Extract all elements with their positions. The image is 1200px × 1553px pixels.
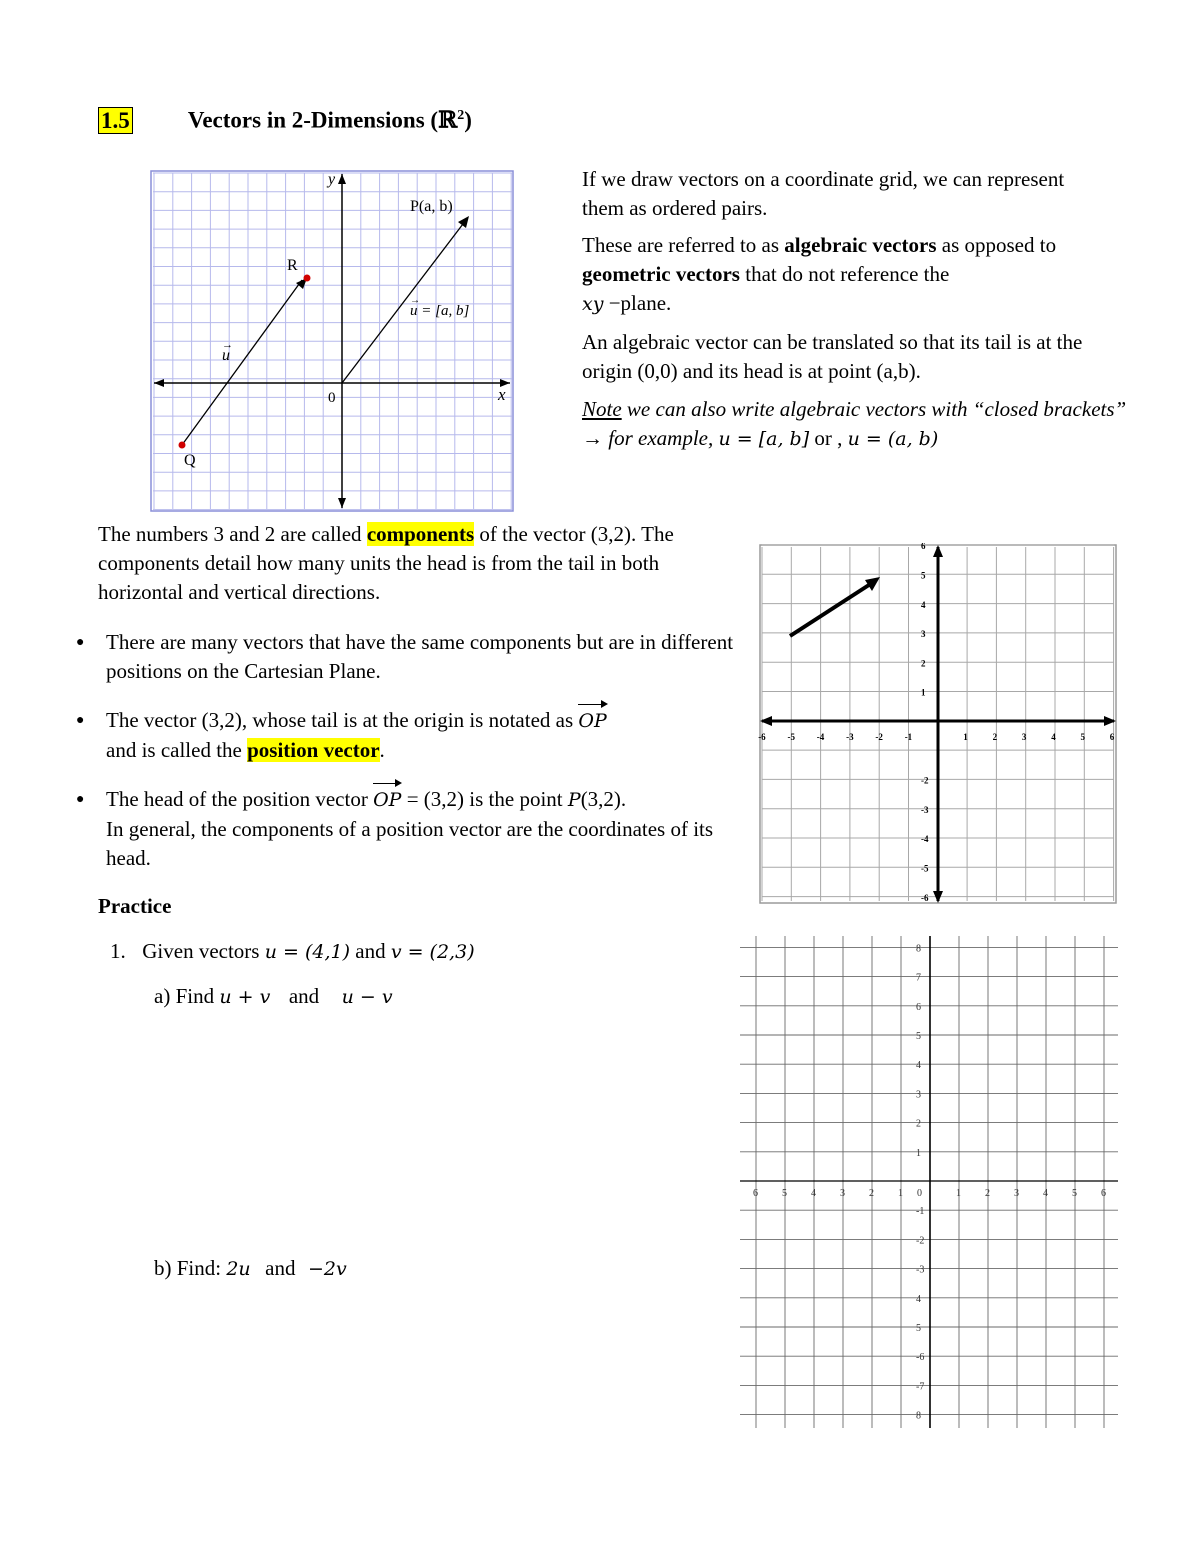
y-tick-label: 6 — [916, 1001, 921, 1013]
components-text-b: of the vector (3,2). The components detail how many units the head is from the tail in both horizontal and vertical directions. — [98, 522, 674, 604]
note-label: Note — [582, 397, 622, 421]
x-tick-label: -2 — [875, 732, 883, 742]
vector-v-definition: v = (2,3) — [390, 941, 475, 963]
bullet-2-text-b: and is called the — [106, 738, 248, 762]
question-1-text: Given vectors — [142, 939, 265, 963]
bullet-2-text-a: The vector (3,2), whose tail is at the origin is notated as — [106, 708, 579, 732]
y-tick-label: 5 — [921, 570, 926, 581]
y-tick-label: 3 — [921, 629, 926, 640]
x-axis-label: x — [498, 385, 506, 404]
vector-op-notation: OP — [578, 707, 606, 736]
note-equation-parentheses: u = (a, b) — [847, 428, 939, 450]
y-axis-label: y — [328, 171, 336, 188]
x-tick-label: 6 — [1109, 732, 1115, 742]
point-q-label: Q — [184, 452, 196, 469]
x-tick-label: -4 — [816, 732, 825, 742]
note-or: or , — [809, 426, 848, 450]
y-tick-label: -1 — [916, 1206, 925, 1218]
bullet-3-text-b: = (3,2) is the point — [401, 787, 568, 811]
intro-p2-text-a: These are referred to as — [582, 233, 785, 257]
xy-plane-math: xy — [582, 293, 604, 315]
components-paragraph — [98, 520, 748, 607]
note-text: we can also write algebraic vectors with “closed brackets” → for example, — [582, 397, 1127, 450]
point-p-math: P — [567, 789, 581, 811]
intro-block — [582, 165, 1127, 454]
vector-u-arrow: → — [222, 339, 233, 351]
y-tick-label: 8 — [916, 943, 921, 955]
vector-op-notation-2: OP — [373, 786, 401, 815]
term-components: components — [366, 522, 475, 546]
point-p-label: P(a, b) — [410, 198, 453, 215]
point-r-label: R — [287, 257, 298, 274]
section-header — [98, 100, 472, 137]
real-numbers-symbol: ℝ — [438, 106, 458, 134]
y-tick-label: 3 — [916, 1089, 921, 1101]
y-tick-label: 4 — [916, 1060, 921, 1072]
y-tick-label: 7 — [916, 972, 921, 984]
y-tick-label: -7 — [916, 1381, 925, 1393]
intro-p2-text-g: −plane. — [603, 291, 672, 315]
x-tick-label: -1 — [904, 732, 913, 742]
x-tick-label: -6 — [758, 732, 766, 742]
vector-u-label: u — [222, 347, 230, 364]
y-tick-label: -3 — [916, 1264, 925, 1276]
question-1-and: and — [350, 939, 391, 963]
question-1a — [154, 982, 654, 1012]
question-1 — [110, 937, 710, 967]
x-tick-label: 6 — [1101, 1188, 1106, 1199]
vector-u-equation: u = [a, b] — [410, 303, 470, 319]
y-tick-label: 5 — [916, 1031, 921, 1042]
y-tick-label: -2 — [916, 1235, 925, 1247]
bullet-head-point — [106, 785, 750, 873]
question-1b — [154, 1254, 654, 1284]
y-tick-label: 8 — [916, 1410, 921, 1422]
y-tick-label: -4 — [921, 834, 929, 845]
y-tick-label: -2 — [921, 775, 929, 786]
bullet-1-text: There are many vectors that have the same components but are in different positions on the Cartesian Plane. — [106, 630, 734, 683]
x-tick-label: 2 — [992, 732, 998, 742]
practice-heading: Practice — [98, 894, 172, 918]
bullet-same-components — [106, 628, 750, 686]
question-1a-and: and — [288, 984, 320, 1008]
intro-paragraph-1: If we draw vectors on a coordinate grid, we can represent them as ordered pairs. — [582, 167, 1065, 220]
x-tick-label: 4 — [1043, 1188, 1048, 1199]
section-number: 1.5 — [98, 107, 133, 134]
y-tick-label: 5 — [916, 1323, 921, 1334]
intro-p2-text-e: that do not reference the — [739, 262, 950, 286]
x-tick-label: 0 — [917, 1188, 922, 1199]
x-tick-label: -5 — [787, 732, 795, 742]
x-tick-label: 4 — [1051, 732, 1056, 742]
x-tick-label: 2 — [985, 1188, 990, 1199]
question-1a-label: a) Find — [154, 984, 220, 1008]
expr-u-plus-v: u + v — [219, 986, 271, 1008]
intro-paragraph-2 — [582, 231, 1122, 319]
title-close-paren: ) — [464, 107, 472, 133]
intro-paragraph-3: An algebraic vector can be translated so that its tail is at the origin (0,0) and its head is at point (a,b). — [582, 330, 1083, 383]
components-text-a: The numbers 3 and 2 are called — [98, 522, 367, 546]
intro-p2-text-c: as opposed to — [936, 233, 1057, 257]
y-tick-label: 2 — [916, 1118, 921, 1130]
note-equation-closed-brackets: u = [a, b] — [718, 428, 810, 450]
expr-neg-2v: −2v — [308, 1258, 347, 1280]
term-position-vector: position vector — [247, 738, 380, 762]
x-tick-label: 4 — [811, 1188, 816, 1199]
x-tick-label: 3 — [840, 1188, 845, 1199]
point-r — [304, 275, 311, 282]
x-tick-label: 5 — [1080, 732, 1085, 742]
x-tick-label: 5 — [1072, 1188, 1077, 1199]
expr-2u: 2u — [226, 1258, 251, 1280]
practice-coordinate-grid — [740, 934, 1120, 1430]
point-q — [179, 442, 186, 449]
y-tick-label: 4 — [916, 1293, 921, 1305]
title-exponent: 2 — [457, 108, 465, 123]
x-tick-label: 1 — [956, 1188, 961, 1199]
note-paragraph — [582, 395, 1127, 454]
y-tick-label: 1 — [916, 1147, 921, 1159]
x-tick-label: 1 — [898, 1188, 903, 1199]
term-geometric-vectors: geometric vectors — [582, 262, 740, 286]
y-tick-label: -6 — [921, 892, 929, 903]
vector-u-definition: u = (4,1) — [264, 941, 350, 963]
vector-u-eq-arrow: → — [410, 295, 420, 306]
x-tick-label: 3 — [1021, 732, 1027, 742]
origin-label: 0 — [328, 390, 336, 406]
y-tick-label: 1 — [921, 687, 926, 698]
y-tick-label: -6 — [916, 1352, 925, 1364]
bullet-3-text-d: In general, the components of a position vector are the coordinates of its head. — [106, 817, 714, 870]
section-title: Vectors in 2-Dimensions ( — [187, 107, 439, 133]
x-tick-label: 3 — [1014, 1188, 1019, 1199]
y-tick-label: -3 — [921, 804, 929, 815]
term-algebraic-vectors: algebraic vectors — [784, 233, 937, 257]
bullet-list — [70, 628, 750, 893]
vector-diagram-coordinate-grid — [150, 168, 516, 514]
y-tick-label: 4 — [921, 599, 926, 610]
x-tick-label: 6 — [753, 1188, 758, 1199]
y-tick-label: 6 — [921, 543, 926, 552]
question-1-number: 1. — [110, 939, 126, 963]
grid-lines — [740, 936, 1118, 1428]
bullet-2-period: . — [379, 738, 385, 762]
question-1b-and: and — [265, 1256, 296, 1280]
x-tick-label: -3 — [846, 732, 854, 742]
x-tick-label: 5 — [782, 1188, 787, 1199]
x-tick-label: 2 — [869, 1188, 874, 1199]
y-tick-label: 2 — [921, 658, 926, 669]
bullet-position-vector — [106, 706, 750, 765]
question-1b-label: b) Find: — [154, 1256, 227, 1280]
expr-u-minus-v: u − v — [341, 986, 393, 1008]
bullet-3-text-a: The head of the position vector — [106, 787, 374, 811]
example-vector-grid — [758, 543, 1118, 905]
y-tick-label: -5 — [921, 863, 929, 874]
x-tick-label: 1 — [963, 732, 968, 742]
bullet-3-text-c: (3,2). — [580, 787, 627, 811]
